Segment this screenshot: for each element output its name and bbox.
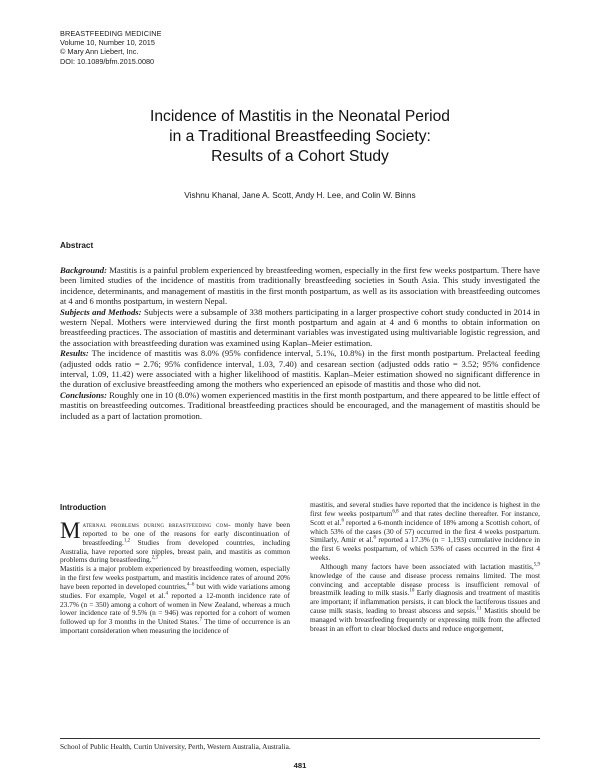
citation: 4 bbox=[165, 591, 168, 597]
drop-cap: M bbox=[60, 518, 81, 543]
journal-volume: Volume 10, Number 10, 2015 bbox=[60, 38, 155, 48]
methods-text: Subjects were a subsample of 338 mothers participating in a larger prospective cohort study conducted in 2014 in western Nepal. Mothers were interviewed during the first month postpartum and again at 4 and 6 months to obtain information on breastfeeding practices. The association of mastitis and determinant variables was investigated using multivariable logistic regression, and the association with breastfeeding duration was examined using Kaplan–Meier estimation. bbox=[60, 306, 540, 348]
citation: 2,3 bbox=[151, 555, 158, 561]
text-run: but with wide variations among studies. For example, Vogel et al. bbox=[60, 581, 290, 600]
title-line: Incidence of Mastitis in the Neonatal Period bbox=[150, 108, 450, 125]
text-run: reported a 12-month incidence rate of 23.7% (n = 350) among a cohort of women in New Zealand, whereas a much lower incidence rate of 9.5% (n = 946) was reported for a cohort of women followed up for 3 months in the United States. bbox=[60, 590, 290, 627]
text-run: Mastitis should be managed with breastfeeding frequently or expressing milk from the affected breast in an effort to clear blocked ducts and reduce engorgement, bbox=[310, 606, 540, 633]
abstract-body bbox=[60, 265, 540, 421]
text-run: mastitis, and several studies have reported that the incidence is highest in the first few weeks postpartum bbox=[310, 500, 540, 518]
title-line: Results of a Cohort Study bbox=[211, 148, 389, 165]
body-paragraph bbox=[310, 501, 540, 563]
right-column bbox=[310, 501, 540, 634]
page-number: 481 bbox=[293, 761, 307, 770]
citation: 7 bbox=[199, 617, 202, 623]
citation: 11 bbox=[476, 606, 482, 612]
text-run: monly have been reported to be one of the reasons for early discontinuation of breastfeeding. bbox=[82, 520, 290, 547]
journal-header bbox=[60, 29, 162, 66]
text-run: Although many factors have been associated with lactation mastitis, bbox=[320, 561, 534, 571]
citation: 5,9 bbox=[533, 562, 540, 568]
background-label: Background: bbox=[60, 265, 107, 275]
citation: 8 bbox=[373, 535, 376, 541]
abstract-methods bbox=[60, 307, 540, 349]
author-list: Vishnu Khanal, Jane A. Scott, Andy H. Lee, and Colin W. Binns bbox=[184, 190, 416, 200]
citation: 4–6 bbox=[186, 582, 195, 588]
text-run: reported a 17.3% (n = 1,193) cumulative incidence in the first 6 weeks postpartum, of which 53% of cases occurred in the first 4 weeks. bbox=[310, 535, 541, 563]
citation: 6 bbox=[341, 518, 345, 524]
intro-paragraph bbox=[60, 565, 290, 636]
conclusions-text: Roughly one in 10 (8.0%) women experienced mastitis in the first month postpartum, and there appeared to be little effect of mastitis on breastfeeding outcomes. Traditional breastfeeding practices should be encouraged, and the management of mastitis should be included as a part of lactation promotion. bbox=[60, 389, 540, 421]
title-line: in a Traditional Breastfeeding Society: bbox=[169, 128, 431, 145]
journal-doi: DOI: 10.1089/bfm.2015.0080 bbox=[60, 56, 155, 66]
methods-label: Subjects and Methods: bbox=[60, 306, 142, 317]
background-text: Mastitis is a painful problem experienced by breastfeeding women, especially in the first few weeks postpartum. There have been limited studies of the incidence of mastitis from traditionally breastfeeding societies in South Asia. This study investigated the incidence, determinants, and management of mastitis in the first month postpartum, as well as its association with breastfeeding outcomes at 4 and 6 months postpartum, in western Nepal. bbox=[60, 265, 540, 307]
article-title bbox=[60, 107, 540, 167]
small-caps-lead: aternal problems during breastfeeding com- bbox=[82, 520, 231, 529]
conclusions-label: Conclusions: bbox=[60, 389, 107, 400]
citation: 10 bbox=[409, 589, 415, 594]
citation: 1,2 bbox=[123, 538, 131, 544]
text-run: Early diagnosis and treatment of mastitis are important; if inflammation persists, it can block the lactiferous tissues and cause milk stasis, leading to breast abscess and sepsis. bbox=[310, 588, 540, 616]
results-label: Results: bbox=[60, 348, 89, 359]
abstract-heading: Abstract bbox=[60, 241, 94, 250]
text-run: and that rates decline thereafter. For instance, Scott et al. bbox=[310, 508, 540, 527]
text-run: reported a 6-month incidence of 18% among a Scottish cohort, of which 53% of the cases (30 of 57) occurred in the first 4 weeks postpartum. Similarly, Amir et al. bbox=[310, 517, 540, 545]
journal-name: BREASTFEEDING MEDICINE bbox=[60, 29, 162, 38]
citation: 6,8 bbox=[392, 509, 399, 515]
abstract-conclusions bbox=[60, 390, 540, 421]
abstract-background bbox=[60, 265, 540, 307]
body-paragraph bbox=[310, 563, 540, 634]
footnote-divider bbox=[60, 738, 540, 739]
intro-paragraph bbox=[60, 518, 290, 565]
text-run: The time of occurrence is an important consideration when measuring the incidence of bbox=[60, 617, 291, 636]
text-run: Mastitis is a major problem experienced by breastfeeding women, especially in the first few weeks postpartum, and mastitis incidence rates of around 20% have been reported in developed countries, bbox=[60, 564, 290, 591]
text-run: knowledge of the cause and disease process remains limited. The most convincing and acceptable disease process is insufficient removal of breastmilk leading to milk stasis. bbox=[310, 570, 540, 598]
results-text: The incidence of mastitis was 8.0% (95% confidence interval, 5.1%, 10.8%) in the first month postpartum. Prelacteal feeding (adjusted odds ratio = 2.76; 95% confidence interval, 1.03, 7.40) and cesarean section (adjusted odds ratio = 3.52; 95% confidence interval, 1.09, 11.42) were associated with a higher likelihood of mastitis. Kaplan–Meier estimation showed no significant difference in the duration of exclusive breastfeeding among the mothers who experienced an episode of mastitis and those who did not. bbox=[60, 348, 540, 390]
left-column bbox=[60, 518, 291, 636]
journal-copyright: © Mary Ann Liebert, Inc. bbox=[60, 47, 139, 57]
affiliation-footnote: School of Public Health, Curtin University, Perth, Western Australia, Australia. bbox=[60, 742, 291, 751]
introduction-heading: Introduction bbox=[60, 503, 107, 512]
text-run: Studies from developed countries, including Australia, have reported sore nipples, breast pain, and mastitis as common problems during breastfeeding. bbox=[60, 537, 290, 565]
abstract-results bbox=[60, 348, 540, 390]
